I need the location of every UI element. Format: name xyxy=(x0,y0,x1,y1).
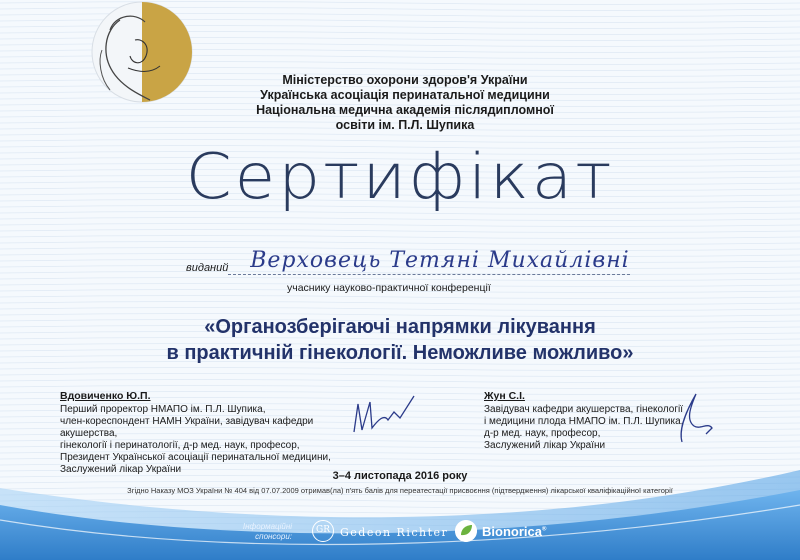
signatory-right xyxy=(484,390,694,452)
order-note: Згідно Наказу МОЗ України № 404 від 07.07.2009 отримав(ла) п'ять балів для переатестації присвоєння (підтвердження) лікарської кваліфікаційної категорії xyxy=(127,486,673,495)
signatory-name: Жун С.І. xyxy=(484,390,525,402)
conference-title xyxy=(0,314,800,366)
participant-text: учаснику науково-практичної конференції xyxy=(287,282,491,294)
signatory-left xyxy=(60,390,360,476)
signatory-title-line: Заслужений лікар України xyxy=(60,464,182,475)
issuing-organizations xyxy=(225,73,585,133)
sponsors-label-line2: спонсори: xyxy=(255,532,292,541)
sponsors-label-line1: Інформаційні xyxy=(242,522,292,531)
conference-title-line1: «Органозберігаючі напрямки лікування xyxy=(204,316,596,338)
signatory-title-line: гінекології і перинатології, д-р мед. наук, професор, xyxy=(60,440,300,451)
registered-mark: ® xyxy=(541,526,547,533)
org-line-ministry: Міністерство охорони здоров'я України xyxy=(282,73,528,87)
signatory-title-line: Завідувач кафедри акушерства, гінекології xyxy=(484,404,684,415)
org-line-academy-name: освіти ім. П.Л. Шупика xyxy=(335,118,475,132)
signatory-title-line: член-кореспондент НАМН України, завідувач кафедри акушерства, xyxy=(60,416,314,439)
sponsor-gedeon-richter: Gedeon Richter xyxy=(340,526,449,539)
signatory-title-line: д-р мед. наук, професор, xyxy=(484,428,601,439)
signatory-title-line: Перший проректор НМАПО ім. П.Л. Шупика, xyxy=(60,404,266,415)
org-line-association: Українська асоціація перинатальної медицини xyxy=(260,88,550,102)
gedeon-richter-logo-icon: GR xyxy=(312,520,334,542)
sponsor-bionorica xyxy=(482,524,546,539)
certificate-title: Сертифікат xyxy=(185,139,615,214)
conference-title-line2: в практичній гінекології. Неможливе можливо» xyxy=(166,342,634,364)
bionorica-leaf-icon xyxy=(455,520,477,542)
name-underline xyxy=(228,274,630,275)
sponsor-bionorica-text: Bionorica xyxy=(482,524,542,539)
perinatal-association-logo xyxy=(80,0,195,118)
signatory-title-line: Президент Української асоціації перинатальної медицини, xyxy=(60,452,331,463)
signatory-title-line: і медицини плода НМАПО ім. П.Л. Шупика, xyxy=(484,416,684,427)
org-line-academy: Національна медична академія післядипломної xyxy=(256,103,554,117)
signature-right xyxy=(668,388,718,448)
issued-label: виданий xyxy=(186,262,229,274)
signature-left xyxy=(348,392,418,442)
recipient-name: Верховець Тетяні Михайлівні xyxy=(250,248,630,273)
signatory-title-line: Заслужений лікар України xyxy=(484,440,606,451)
signatory-name: Вдовиченко Ю.П. xyxy=(60,390,151,402)
sponsors-label xyxy=(232,522,292,542)
conference-dates: 3–4 листопада 2016 року xyxy=(332,470,468,482)
